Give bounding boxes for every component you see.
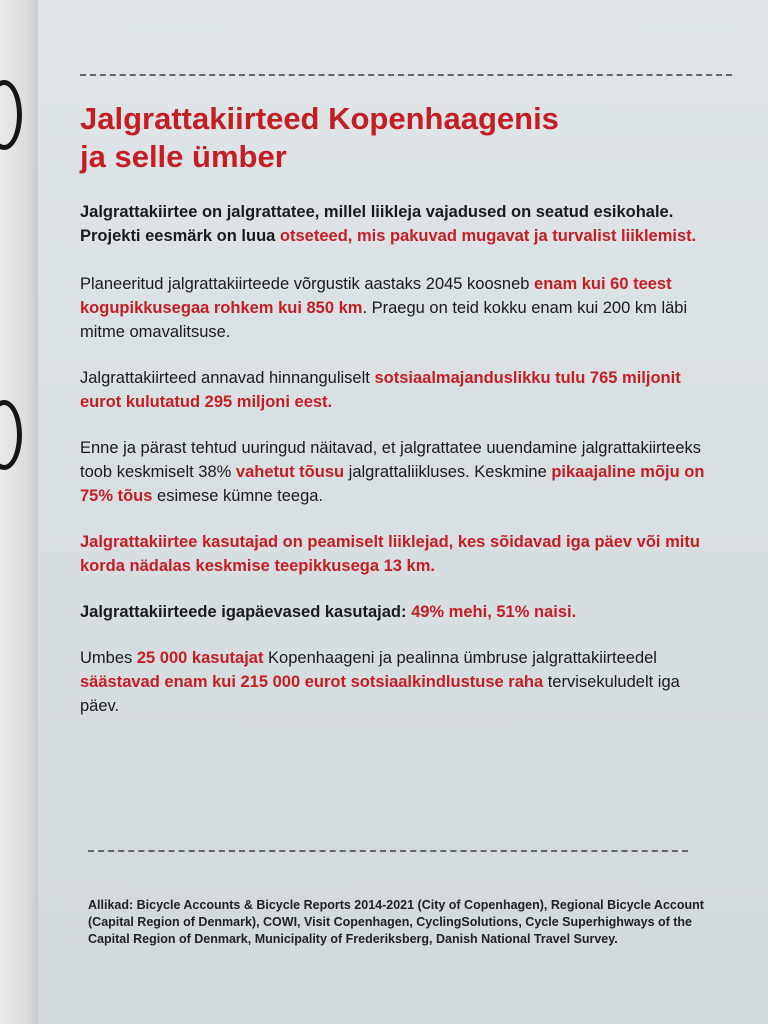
title-line-2: ja selle ümber <box>80 139 287 174</box>
benefit-text: Jalgrattakiirteed annavad hinnanguliselt <box>80 369 375 387</box>
savings-paragraph <box>80 646 720 718</box>
lead-text: Jalgrattakiirtee on jalgrattatee, millel liikleja vajadused on seatud esikohale. Projekti eesmärk on luua <box>80 203 674 245</box>
page-title <box>80 100 720 176</box>
top-dashed-divider <box>80 74 732 76</box>
network-text-1: Planeeritud jalgrattakiirteede võrgustik aastaks 2045 koosneb <box>80 275 535 293</box>
study-text-2: jalgrattaliikluses. Keskmine <box>344 463 552 481</box>
content-column <box>80 100 720 718</box>
savings-highlight-2: säästavad enam kui 215 000 eurot sotsiaalkindlustuse raha <box>80 673 544 691</box>
study-text-1: Enne ja pärast tehtud uuringud näitavad, et jalgrattatee uuendamine jalgrattakiirteeks toob keskmiselt 38% <box>80 439 701 481</box>
gender-highlight: 49% mehi, 51% naisi. <box>411 603 577 621</box>
network-paragraph <box>80 272 720 344</box>
savings-text-1: Umbes <box>80 649 137 667</box>
benefit-highlight: sotsiaalmajanduslikku tulu 765 miljonit eurot kulutatud 295 miljoni eest. <box>80 369 681 411</box>
brochure-page <box>38 0 768 1024</box>
binder-ring <box>0 400 22 470</box>
gender-text: Jalgrattakiirteede igapäevased kasutajad: <box>80 603 412 621</box>
sources-footnote: Allikad: Bicycle Accounts & Bicycle Reports 2014-2021 (City of Copenhagen), Regional Bicycle Account (Capital Region of Denmark), COWI, Visit Copenhagen, CyclingSolutions, Cycle Superhighways of the Capital Region of Denmark, Municipality of Frederiksberg, Danish National Travel Survey. <box>88 897 704 946</box>
gender-paragraph <box>80 600 720 624</box>
benefit-paragraph <box>80 366 720 414</box>
savings-text-3: tervisekuludelt iga päev. <box>80 673 680 715</box>
study-highlight-1: vahetut tõusu <box>235 463 345 481</box>
bottom-dashed-divider <box>88 850 688 852</box>
lead-highlight: otseteed, mis pakuvad mugavat ja turvalist liiklemist. <box>279 227 697 245</box>
lead-paragraph <box>80 200 720 248</box>
users-paragraph: Jalgrattakiirtee kasutajad on peamiselt liiklejad, kes sõidavad iga päev või mitu korda nädalas keskmise teepikkusega 13 km. <box>80 533 700 575</box>
study-paragraph <box>80 436 720 508</box>
network-highlight: enam kui 60 teest kogupikkusegaa rohkem kui 850 km <box>80 275 672 317</box>
binder-edge <box>0 0 38 1024</box>
savings-highlight-1: 25 000 kasutajat <box>136 649 264 667</box>
savings-text-2: Kopenhaageni ja pealinna ümbruse jalgrattakiirteedel <box>263 649 657 667</box>
binder-ring <box>0 80 22 150</box>
network-text-2: . Praegu on teid kokku enam kui 200 km läbi mitme omavalitsuse. <box>80 299 688 341</box>
study-highlight-2: pikaajaline mõju on 75% tõus <box>80 463 705 505</box>
study-text-3: esimese kümne teega. <box>152 487 324 505</box>
title-line-1: Jalgrattakiirteed Kopenhaagenis <box>80 101 559 136</box>
